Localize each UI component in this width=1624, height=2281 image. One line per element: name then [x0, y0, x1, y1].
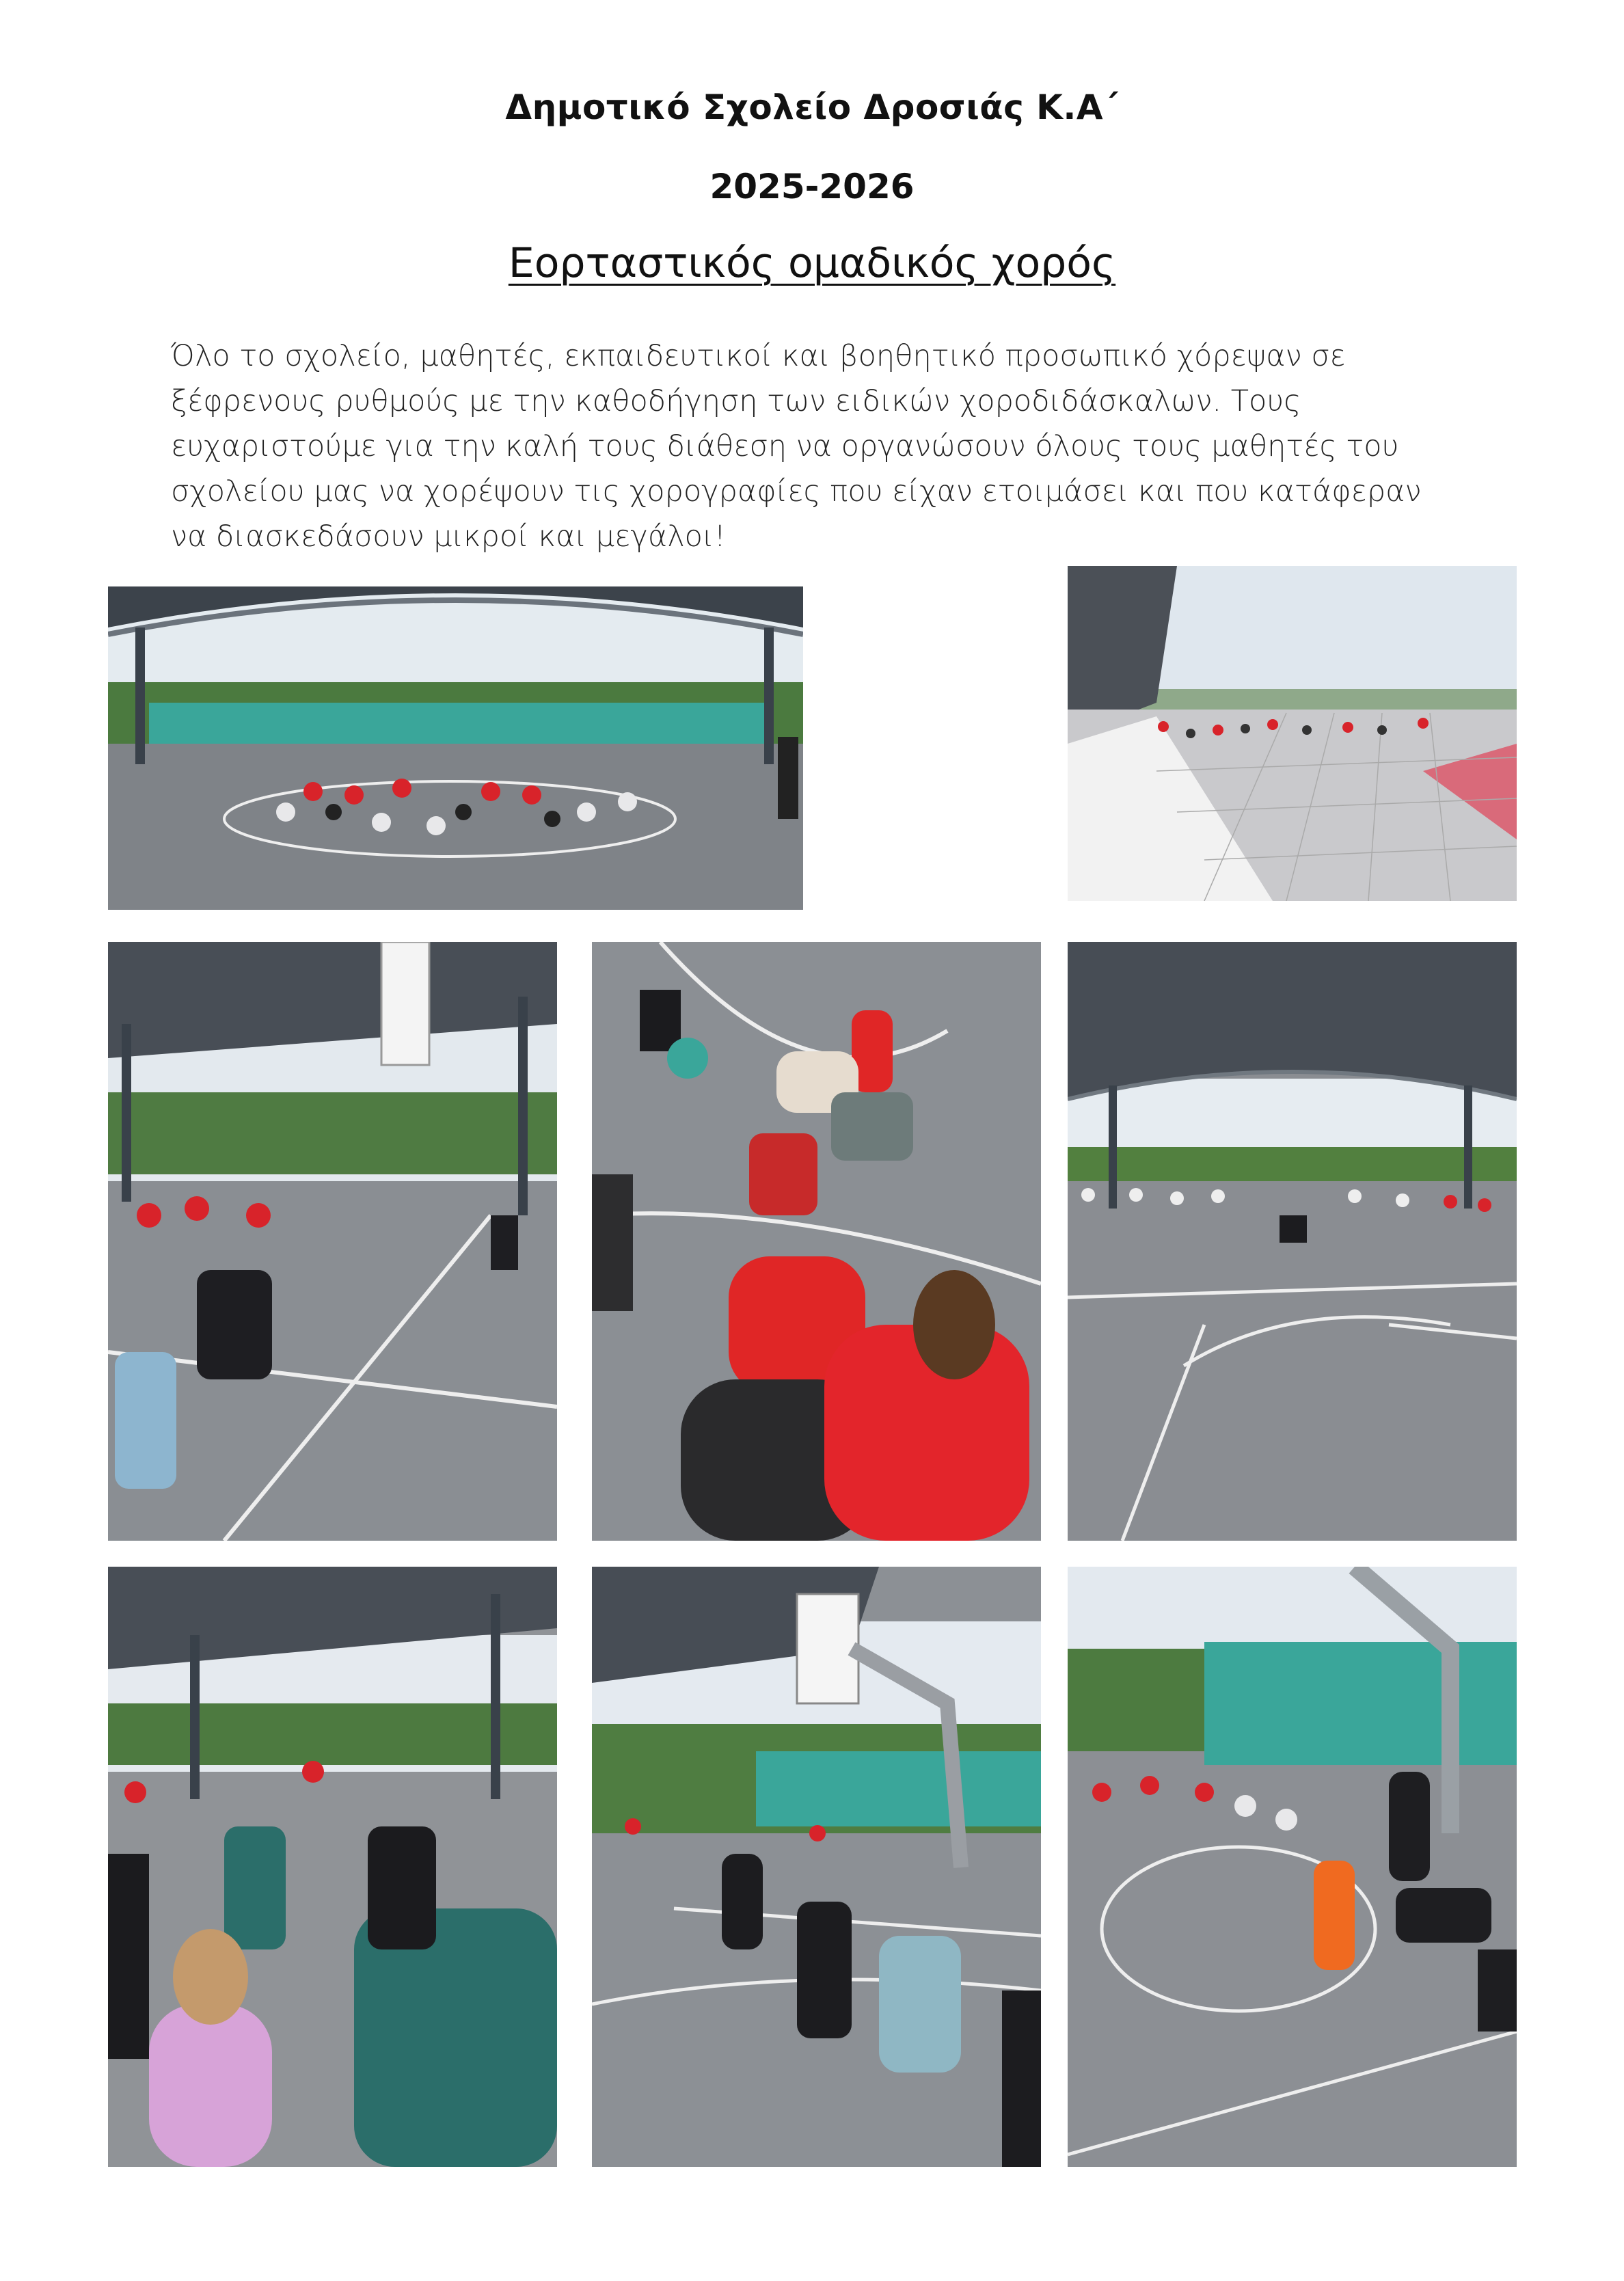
photo-icon — [1068, 1567, 1517, 2167]
school-year: 2025-2026 — [709, 167, 915, 206]
photo-icon — [108, 942, 557, 1541]
photo-court-kneeling — [108, 942, 557, 1541]
photo-basket-hoop — [592, 1567, 1041, 2167]
photo-courtyard — [1068, 566, 1517, 901]
photo-poses — [1068, 1567, 1517, 2167]
page-title: Εορταστικός ομαδικός χορός — [508, 239, 1116, 287]
paragraph-line: να διασκεδάσουν μικροί και μεγάλοι! — [171, 519, 726, 554]
photo-icon — [1068, 566, 1517, 901]
photo-court-circle — [108, 586, 803, 910]
paragraph-line: σχολείου μας να χορέψουν τις χορογραφίες που είχαν ετοιμάσει και που κατάφεραν — [171, 474, 1422, 509]
photo-icon — [108, 1567, 557, 2167]
description-paragraph — [171, 334, 1422, 559]
paragraph-line: ξέφρενους ρυθμούς με την καθοδήγηση των ειδικών χοροδιδάσκαλων. Τους — [171, 384, 1301, 418]
photo-icon — [108, 586, 803, 910]
photo-icon — [1068, 942, 1517, 1541]
photo-kids-floor — [592, 942, 1041, 1541]
photo-dance-crowd — [108, 1567, 557, 2167]
school-name: Δημοτικό Σχολείο Δροσιάς Κ.Α΄ — [505, 87, 1119, 127]
paragraph-line: ευχαριστούμε για την καλή τους διάθεση να οργανώσουν όλους τους μαθητές του — [171, 429, 1399, 463]
photo-court-lines — [1068, 942, 1517, 1541]
paragraph-line: Όλο το σχολείο, μαθητές, εκπαιδευτικοί και βοηθητικό προσωπικό χόρεψαν σε — [171, 339, 1346, 373]
photo-icon — [592, 1567, 1041, 2167]
photo-icon — [592, 942, 1041, 1541]
